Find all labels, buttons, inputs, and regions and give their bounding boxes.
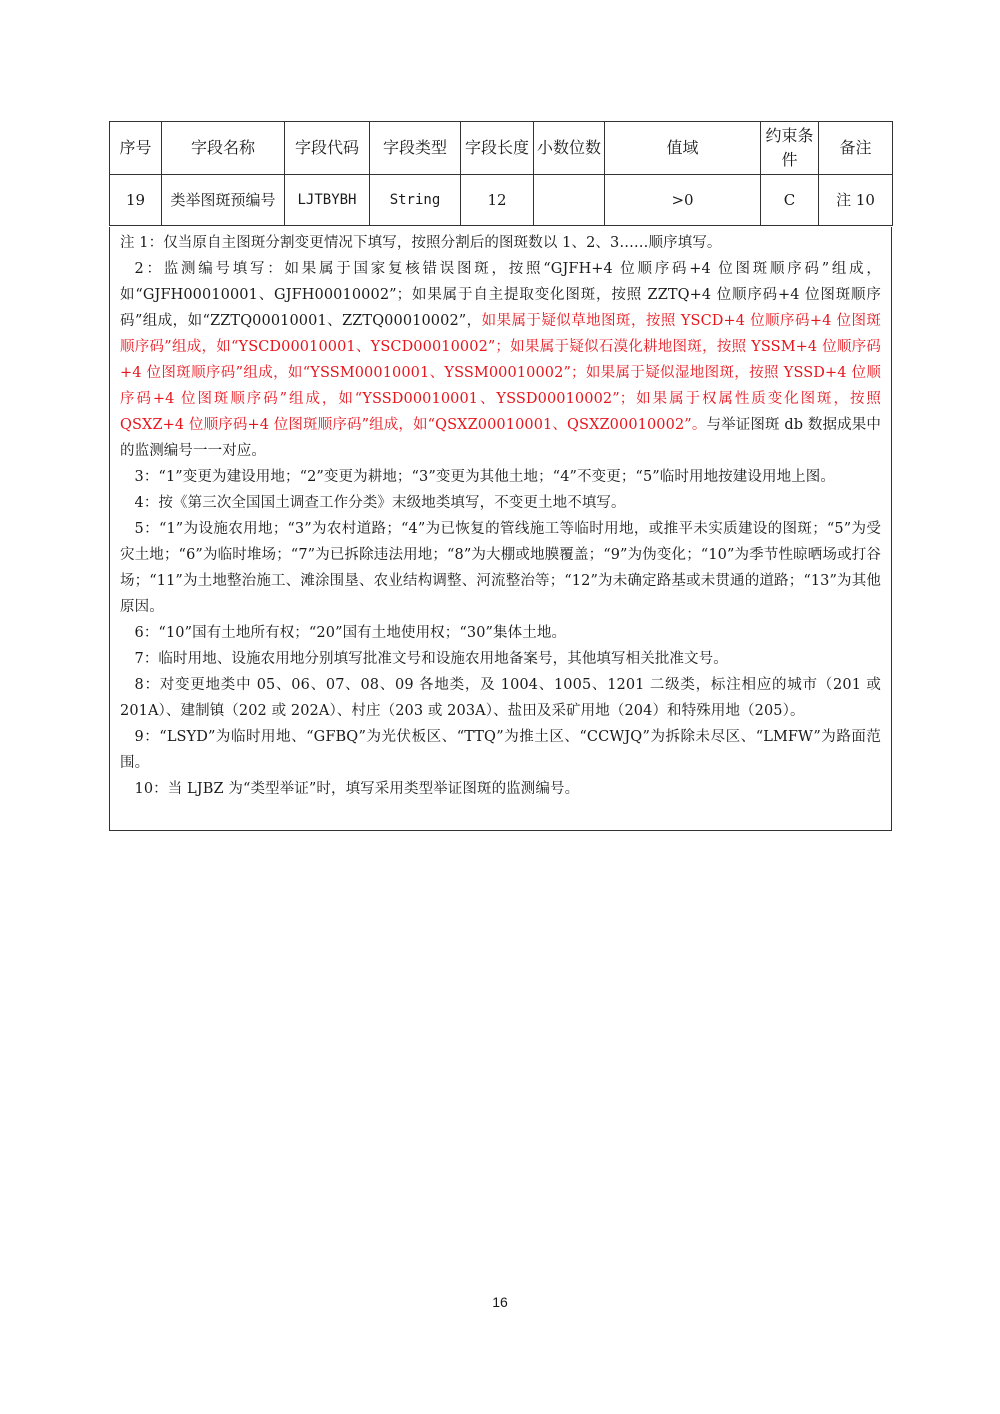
note-2-highlight: 如果属于疑似草地图斑，按照 YSCD+4 位顺序码+4 位图斑顺序码”组成，如“YSCD00010001、YSCD00010002”；如果属于疑似石漠化耕地图斑，按照 YSSM+4 位顺序码+4 位图斑顺序码”组成，如“YSSM00010001、YSSM00010002”；如果属于疑似湿地图斑，按照 YSSD+4 位顺序码+4 位图斑顺序码”组成，如“YSSD00010001、YSSD00010002”；如果属于权属性质变化图斑，按照 QSXZ+4 位顺序码+4 位图斑顺序码”组成，如“QSXZ00010001、QSXZ00010002”。 [120, 313, 881, 433]
header-cell: 字段类型 [370, 122, 461, 175]
note-3: 3：“1”变更为建设用地；“2”变更为耕地；“3”变更为其他土地；“4”不变更；“5”临时用地按建设用地上图。 [134, 469, 835, 485]
note-10: 10：当 LJBZ 为“类型举证”时，填写采用类型举证图斑的监测编号。 [134, 781, 580, 797]
page-number: 16 [492, 1294, 508, 1310]
note-2-text-end: 与举证图斑 db 数据成果中的监测编号一一对应。 [120, 417, 881, 459]
note-5: 5：“1”为设施农用地；“3”为农村道路；“4”为已恢复的管线施工等临时用地，或推平未实质建设的图斑；“5”为受灾土地；“6”为临时堆场；“7”为已拆除违法用地；“8”为大棚或地膜覆盖；“9”为伪变化；“10”为季节性晾晒场或打谷场；“11”为土地整治施工、滩涂围垦、农业结构调整、河流整治等；“12”为未确定路基或未贯通的道路；“13”为其他原因。 [120, 521, 881, 615]
note-6: 6：“10”国有土地所有权；“20”国有土地使用权；“30”集体土地。 [134, 625, 567, 641]
header-cell: 字段长度 [461, 122, 534, 175]
header-cell: 值域 [605, 122, 761, 175]
note-8: 8：对变更地类中 05、06、07、08、09 各地类，及 1004、1005、1201 二级类，标注相应的城市（201 或 201A）、建制镇（202 或 202A）、村庄（203 或 203A）、盐田及采矿用地（204）和特殊用地（205）。 [120, 677, 881, 719]
header-cell: 备注 [819, 122, 893, 175]
table-cell: C [761, 175, 819, 226]
table-cell: 类举图斑预编号 [162, 175, 285, 226]
table-cell: LJTBYBH [285, 175, 370, 226]
table-header-row [110, 122, 893, 175]
table-cell: >0 [605, 175, 761, 226]
note-2-text: 2：监测编号填写：如果属于国家复核错误图斑，按照“GJFH+4 位顺序码+4 位图斑顺序码”组成，如“GJFH00010001、GJFH00010002”；如果属于自主提取变化图斑，按照 ZZTQ+4 位顺序码+4 位图斑顺序码”组成，如“ZZTQ00010001、ZZTQ00010002”， [120, 261, 881, 329]
note-2 [120, 256, 881, 464]
notes-block [109, 227, 892, 831]
header-cell: 序号 [110, 122, 162, 175]
field-definition-table [109, 121, 893, 226]
table-cell: 19 [110, 175, 162, 226]
table-cell: 12 [461, 175, 534, 226]
note-7: 7：临时用地、设施农用地分别填写批准文号和设施农用地备案号，其他填写相关批准文号。 [134, 651, 728, 667]
table-cell: String [370, 175, 461, 226]
header-cell: 小数位数 [534, 122, 605, 175]
table-cell: 注 10 [819, 175, 893, 226]
header-cell: 约束条件 [761, 122, 819, 175]
note-4: 4：按《第三次全国国土调查工作分类》末级地类填写，不变更土地不填写。 [134, 495, 626, 511]
header-cell: 字段代码 [285, 122, 370, 175]
note-1: 注 1：仅当原自主图斑分割变更情况下填写，按照分割后的图斑数以 1、2、3……顺序填写。 [120, 235, 722, 251]
table-cell [534, 175, 605, 226]
table-row [110, 175, 893, 226]
note-9: 9：“LSYD”为临时用地、“GFBQ”为光伏板区、“TTQ”为推土区、“CCWJQ”为拆除未尽区、“LMFW”为路面范围。 [120, 729, 881, 771]
header-cell: 字段名称 [162, 122, 285, 175]
